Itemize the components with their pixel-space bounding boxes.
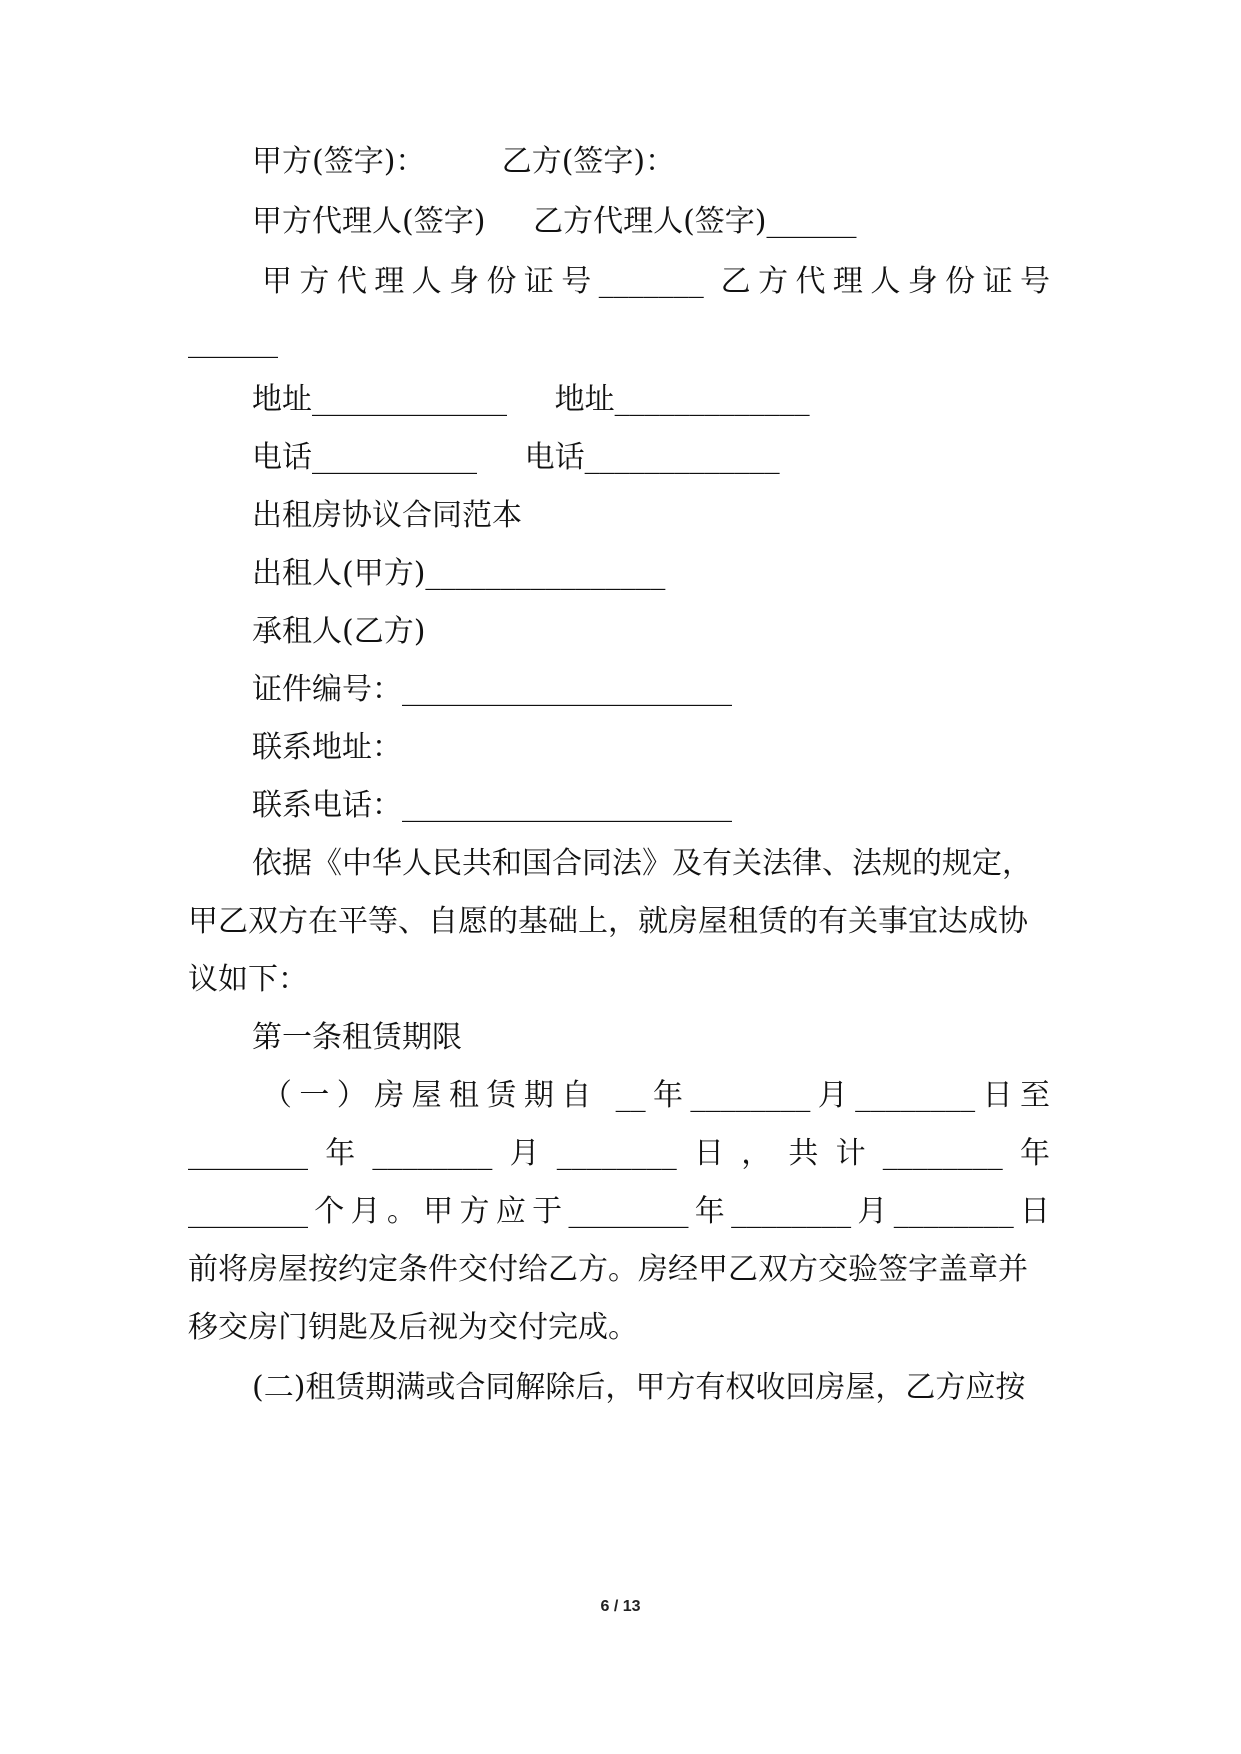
lessor-line: 出租人(甲方)________________ [252, 556, 666, 591]
contact-address-line: 联系地址： [252, 730, 402, 765]
phone-line: 电话___________ 电话_____________ [252, 440, 780, 475]
address-line: 地址_____________ 地址_____________ [252, 382, 810, 417]
contact-phone-line: 联系电话：______________________ [252, 788, 732, 823]
page-number: 6 / 13 [600, 1598, 641, 1615]
agent-id-number-blank: ______ [188, 324, 278, 359]
id-number-line: 证件编号：______________________ [252, 672, 732, 707]
lease-end-clause-line: (二)租赁期满或合同解除后，甲方有权收回房屋，乙方应按 [252, 1370, 1026, 1405]
contract-title: 出租房协议合同范本 [252, 498, 522, 533]
article-1-heading: 第一条租赁期限 [252, 1020, 462, 1055]
lessee-line: 承租人(乙方) [252, 614, 426, 649]
preamble-line-3: 议如下： [188, 962, 308, 997]
lease-term-line-1: （一）房屋租赁期自 __年________月________日至 [262, 1078, 1050, 1113]
preamble-line-2: 甲乙双方在平等、自愿的基础上，就房屋租赁的有关事宜达成协 [188, 904, 1028, 939]
lease-term-line-3: ________个月。甲方应于________年________月________日 [188, 1194, 1050, 1229]
lease-term-line-5: 移交房门钥匙及后视为交付完成。 [188, 1310, 638, 1345]
signature-line-parties: 甲方(签字)： 乙方(签字)： [252, 144, 676, 179]
agent-id-number-line: 甲方代理人身份证号_______ 乙方代理人身份证号 [262, 264, 1050, 299]
signature-line-agents: 甲方代理人(签字) 乙方代理人(签字)______ [252, 204, 857, 239]
preamble-line-1: 依据《中华人民共和国合同法》及有关法律、法规的规定， [252, 846, 1032, 881]
lease-term-line-4: 前将房屋按约定条件交付给乙方。房经甲乙双方交验签字盖章并 [188, 1252, 1028, 1287]
lease-term-line-2: ________年________月________日，共计________年 [188, 1136, 1050, 1171]
